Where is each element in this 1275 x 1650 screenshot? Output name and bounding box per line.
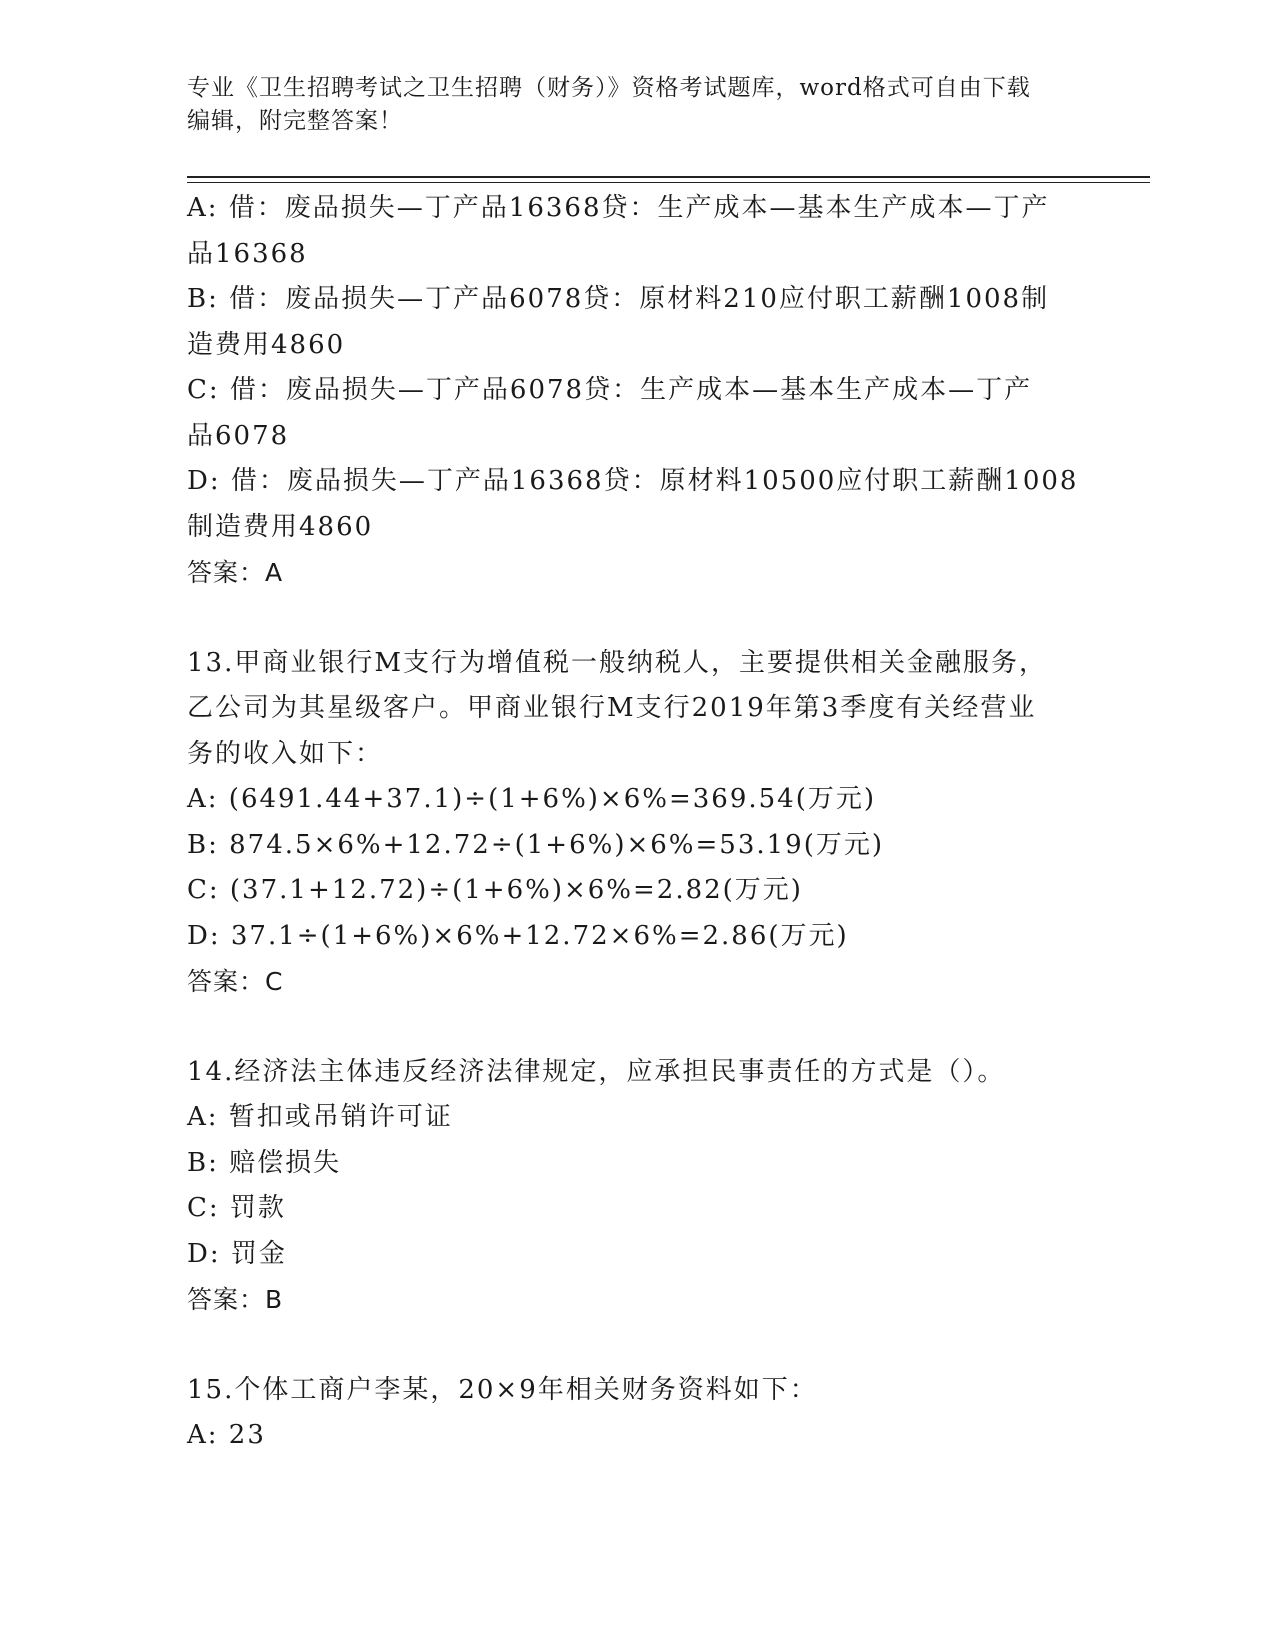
option-a: A: (6491.44+37.1)÷(1+6%)×6%=369.54(万元) xyxy=(187,784,877,814)
option-c-line-2: 品6078 xyxy=(187,420,290,451)
spacer xyxy=(187,1323,1147,1368)
option-d-line-2: 制造费用4860 xyxy=(187,511,374,542)
option-d: D: 37.1÷(1+6%)×6%+12.72×6%=2.86(万元) xyxy=(187,920,849,951)
spacer xyxy=(187,1005,1147,1050)
header-line-1: 专业《卫生招聘考试之卫生招聘（财务）》资格考试题库，word格式可自由下载 xyxy=(187,75,1031,101)
question-13-stem-line-3: 务的收入如下： xyxy=(187,738,384,769)
option-c: C: (37.1+12.72)÷(1+6%)×6%=2.82(万元) xyxy=(187,875,803,905)
option-b-line-2: 造费用4860 xyxy=(187,329,346,360)
question-13-stem-line-1: 13.甲商业银行M支行为增值税一般纳税人，主要提供相关金融服务， xyxy=(187,647,1047,678)
question-13-stem-line-2: 乙公司为其星级客户。甲商业银行M支行2019年第3季度有关经营业 xyxy=(187,693,1037,723)
answer-12: 答案：A xyxy=(187,558,284,587)
option-a: A: 暂扣或吊销许可证 xyxy=(187,1102,453,1132)
question-list xyxy=(187,186,1147,1459)
option-a-line-1: A: 借：废品损失—丁产品16368贷：生产成本—基本生产成本—丁产 xyxy=(187,193,1050,223)
option-a-line-2: 品16368 xyxy=(187,238,308,269)
option-b-line-1: B: 借：废品损失—丁产品6078贷：原材料210应付职工薪酬1008制 xyxy=(187,284,1050,314)
question-15-stem: 15.个体工商户李某，20×9年相关财务资料如下： xyxy=(187,1374,818,1405)
option-a: A: 23 xyxy=(187,1420,266,1450)
answer-14: 答案：B xyxy=(187,1285,284,1314)
option-d: D: 罚金 xyxy=(187,1238,287,1269)
header-divider-thick xyxy=(187,176,1150,178)
option-c-line-1: C: 借：废品损失—丁产品6078贷：生产成本—基本生产成本—丁产 xyxy=(187,375,1033,405)
question-14-stem: 14.经济法主体违反经济法律规定，应承担民事责任的方式是（）。 xyxy=(187,1056,1006,1087)
question-14 xyxy=(187,1050,1147,1323)
header-line-2: 编辑，附完整答案！ xyxy=(187,108,403,134)
answer-13: 答案：C xyxy=(187,967,284,996)
option-b: B: 赔偿损失 xyxy=(187,1147,342,1178)
option-d-line-1: D: 借：废品损失—丁产品16368贷：原材料10500应付职工薪酬1008 xyxy=(187,466,1079,496)
question-12-options xyxy=(187,186,1147,596)
question-13 xyxy=(187,641,1147,1005)
option-c: C: 罚款 xyxy=(187,1193,286,1223)
spacer xyxy=(187,596,1147,641)
question-15 xyxy=(187,1368,1147,1459)
header-divider-thin xyxy=(187,182,1150,183)
document-header xyxy=(187,72,1067,138)
option-b: B: 874.5×6%+12.72÷(1+6%)×6%=53.19(万元) xyxy=(187,829,884,860)
